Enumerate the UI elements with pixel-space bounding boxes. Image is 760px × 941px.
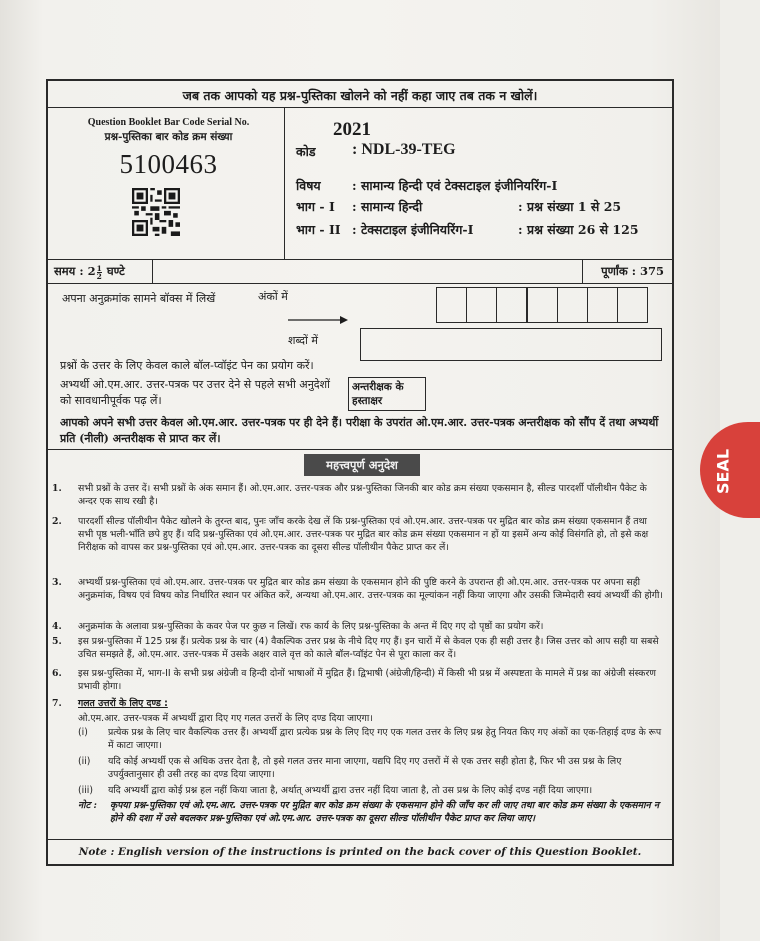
roll-digit-box[interactable] — [617, 287, 649, 323]
instruction-item: 5. इस प्रश्न-पुस्तिका में 125 प्रश्न हैं। प्रत्येक प्रश्न के चार (4) वैकल्पिक उत्तर प्रश्न के नीचे दिए गए हैं। इन चारों में से केवल एक ही सही उत्तर है। जिस उत्तर को आप सही या सबसे उचित समझते हैं, ओ.एम.आर. उत्तर-पत्रक में उसके अक्षर वाले वृत्त को काले बॉल-प्वॉइंट पेन से पूरा काला कर दें। — [52, 636, 659, 661]
roll-instruction: अपना अनुक्रमांक सामने बॉक्स में लिखें — [62, 292, 216, 305]
roll-in-words-label: शब्दों में — [288, 334, 318, 347]
english-version-note: Note : English version of the instructions is printed on the back cover of this Question Booklet. — [78, 846, 642, 858]
arrow-right-icon — [288, 315, 348, 325]
code-label: कोड — [296, 144, 316, 159]
roll-in-digits-label: अंकों में — [258, 290, 288, 303]
do-not-open-notice: जब तक आपको यह प्रश्न-पुस्तिका खोलने को नहीं कहा जाए तब तक न खोलें। — [182, 88, 538, 103]
part2-value: : टेक्सटाइल इंजीनियरिंग-I — [352, 222, 474, 237]
divider — [48, 449, 672, 450]
penalty-item: (iii) यदि अभ्यर्थी द्वारा कोई प्रश्न हल नहीं किया जाता है, अर्थात् अभ्यर्थी द्वारा उत्तर नहीं दिया जाता है, तो उस प्रश्न के लिए कोई दण्ड नहीं दिया जाएगा। — [78, 785, 593, 796]
part1-value: : सामान्य हिन्दी — [352, 199, 423, 214]
instruction-item: 3. अभ्यर्थी प्रश्न-पुस्तिका एवं ओ.एम.आर. उत्तर-पत्रक पर मुद्रित बार कोड क्रम संख्या के एकसमान होने की पुष्टि करने के उपरान्त ही ओ.एम.आर. उत्तर-पत्रक पर अपना सही अनुक्रमांक, विषय एवं विषय कोड निर्धारित स्थान पर अंकित करें, अन्यथा ओ.एम.आर. उत्तर-पत्रक का मूल्यांकन नहीं किया जाएगा और उसकी जिम्मेदारी स्वयं अभ्यर्थी की होगी। — [52, 577, 663, 602]
booklet-serial-number: 5100463 — [119, 149, 218, 179]
important-instructions-heading: महत्त्वपूर्ण अनुदेश — [304, 454, 420, 476]
divider — [48, 107, 672, 108]
verification-note: नोट : कृपया प्रश्न-पुस्तिका एवं ओ.एम.आर. उत्तर-पत्रक पर मुद्रित बार कोड क्रम संख्या के एकसमान होने की जाँच कर ली जाए तथा बार कोड क्रम संख्या के एकसमान न होने की दशा में उसे बदलकर प्रश्न-पुस्तिका एवं ओ.एम.आर. उत्तर-पत्रक का दूसरा सील्ड पॉलीथीन पैकेट प्राप्त कर लिया जाए। — [78, 800, 660, 825]
part1-label: भाग - I — [296, 199, 335, 214]
exam-year: 2021 — [333, 119, 371, 140]
instruction-item: 2. पारदर्शी सील्ड पॉलीथीन पैकेट खोलने के तुरन्त बाद, पुनः जाँच करके देख लें कि प्रश्न-पुस्तिका एवं ओ.एम.आर. उत्तर-पत्रक पर मुद्रित बार कोड क्रम संख्या एकसमान हैं तथा सभी पृष्ठ भली-भाँति छपे हुए हैं। यदि प्रश्न-पुस्तिका एवं ओ.एम.आर. उत्तर-पत्रक पर मुद्रित बार कोड क्रम संख्या एकसमान न हों या इसमें अन्य कोई विसंगति हो, तो इसे कक्ष निरीक्षक को वापस कर प्रश्न-पुस्तिका एवं ओ.एम.आर. उत्तर-पत्रक का दूसरा सील्ड पॉलीथीन पैकेट प्राप्त कर लें। — [52, 516, 649, 554]
time-allowed: समय : 2 $\frac{1}{2}$ घण्टे — [54, 263, 125, 281]
penalty-item: (ii) यदि कोई अभ्यर्थी एक से अधिक उत्तर देता है, तो इसे गलत उत्तर माना जाएगा, यद्यपि दिए गए उत्तरों में से एक उत्तर सही होता है, फिर भी उस प्रश्न के लिए उपर्युक्तानुसार ही उसी तरह का दण्ड दिया जाएगा। — [78, 756, 622, 781]
instruction-item: 1. सभी प्रश्नों के उत्तर दें। सभी प्रश्नों के अंक समान हैं। ओ.एम.आर. उत्तर-पत्रक और प्रश्न-पुस्तिका जिनकी बार कोड क्रम संख्या एकसमान है, सील्ड पारदर्शी पॉलीथीन पैकेट के अन्दर एक साथ रखी है। — [52, 483, 647, 508]
answer-sheet-notice: आपको अपने सभी उत्तर केवल ओ.एम.आर. उत्तर-पत्रक पर ही देने हैं। परीक्षा के उपरांत ओ.एम.आर. उत्तर-पत्रक अन्तरीक्षक को सौंप दें तथा अभ्यर्थी प्रति (नीली) अन्तरीक्षक से प्राप्त कर लें। — [60, 416, 659, 445]
roll-number-words-box[interactable] — [360, 328, 662, 361]
subject-label: विषय — [296, 178, 321, 193]
omr-notice: अभ्यर्थी ओ.एम.आर. उत्तर-पत्रक पर उत्तर देने से पहले सभी अनुदेशों को सावधानीपूर्वक पढ़ लें। — [60, 378, 330, 407]
instruction-item: 7. गलत उत्तरों के लिए दण्ड : — [52, 698, 168, 709]
subject-value: : सामान्य हिन्दी एवं टेक्सटाइल इंजीनियरिंग-I — [352, 178, 558, 193]
roll-digit-box[interactable] — [557, 287, 589, 323]
max-marks: पूर्णांक : 375 — [601, 264, 664, 278]
roll-digit-box[interactable] — [496, 287, 528, 323]
divider — [48, 839, 672, 840]
instruction-item: 6. इस प्रश्न-पुस्तिका में, भाग-II के सभी प्रश्न अंग्रेजी व हिन्दी दोनों भाषाओं में मुद्रित हैं। द्विभाषी (अंग्रेजी/हिन्दी) में किसी भी प्रश्न में अस्पष्टता के मामले में प्रश्न का अंग्रेजी संस्करण प्रभावी होगा। — [52, 668, 656, 693]
divider — [284, 107, 285, 259]
instruction-item: 4. अनुक्रमांक के अलावा प्रश्न-पुस्तिका के कवर पेज पर कुछ न लिखें। रफ कार्य के लिए प्रश्न-पुस्तिका के अन्त में दिए गए दो पृष्ठों का प्रयोग करें। — [52, 621, 544, 632]
barcode-title-en: Question Booklet Bar Code Serial No. — [87, 117, 250, 128]
roll-number-digit-boxes[interactable] — [437, 287, 648, 323]
cover-frame — [46, 79, 674, 866]
divider — [48, 283, 672, 284]
qr-code-icon — [132, 188, 180, 236]
part2-questions: : प्रश्न संख्या 26 से 125 — [518, 222, 639, 237]
roll-digit-box[interactable] — [587, 287, 619, 323]
penalty-item: (i) प्रत्येक प्रश्न के लिए चार वैकल्पिक उत्तर हैं। अभ्यर्थी द्वारा प्रत्येक प्रश्न के लिए दिए गए एक गलत उत्तर के लिए प्रश्न हेतु नियत किए गए अंकों का एक-तिहाई दण्ड के रूप में काटा जाएगा। — [78, 727, 662, 752]
invigilator-signature-box: अन्तरीक्षक के हस्ताक्षर — [348, 377, 426, 411]
exam-code: : NDL-39-TEG — [352, 141, 456, 158]
seal-tab-label: SEAL — [713, 448, 733, 495]
part1-questions: : प्रश्न संख्या 1 से 25 — [518, 199, 622, 214]
part2-label: भाग - II — [296, 222, 341, 237]
roll-digit-box[interactable] — [436, 287, 468, 323]
barcode-title-hi: प्रश्न-पुस्तिका बार कोड क्रम संख्या — [104, 131, 233, 143]
pen-notice: प्रश्नों के उत्तर के लिए केवल काले बॉल-प्वॉइंट पेन का प्रयोग करें। — [60, 359, 314, 372]
roll-digit-box[interactable] — [466, 287, 498, 323]
roll-digit-box[interactable] — [526, 287, 558, 323]
penalty-intro: ओ.एम.आर. उत्तर-पत्रक में अभ्यर्थी द्वारा दिए गए गलत उत्तरों के लिए दण्ड दिया जाएगा। — [78, 713, 373, 724]
